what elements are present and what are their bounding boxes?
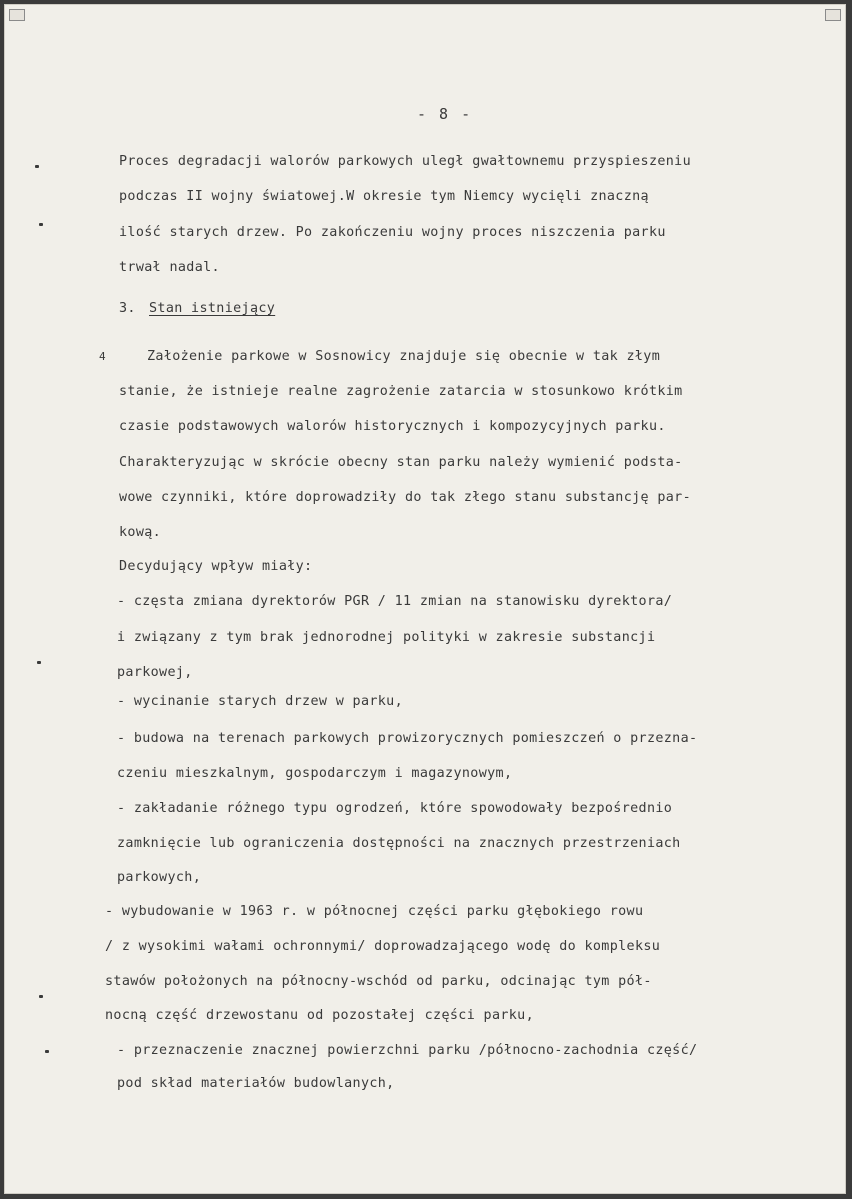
list-line-15: pod skład materiałów budowlanych, — [117, 1076, 395, 1091]
section-number: 3. — [119, 301, 136, 316]
paragraph1-line-1: Proces degradacji walorów parkowych uległ gwałtownemu przyspieszeniu — [119, 154, 692, 169]
list-line-6: czeniu mieszkalnym, gospodarczym i magazynowym, — [117, 766, 513, 781]
margin-note: 4 — [99, 350, 106, 363]
paragraph2-line-2: stanie, że istnieje realne zagrożenie zatarcia w stosunkowo krótkim — [119, 384, 683, 399]
list-line-8: zamknięcie lub ograniczenia dostępności na znacznych przestrzeniach — [117, 836, 681, 851]
page-number: - 8 - — [417, 105, 473, 123]
list-line-9: parkowych, — [117, 870, 202, 885]
section-title: Stan istniejący — [149, 301, 276, 316]
corner-stamp-left — [9, 9, 25, 21]
list-line-7: - zakładanie różnego typu ogrodzeń, które spowodowały bezpośrednio — [117, 801, 673, 816]
paragraph2-line-6: kową. — [119, 525, 162, 540]
paragraph2-line-1: Założenie parkowe w Sosnowicy znajduje się obecnie w tak złym — [147, 349, 661, 364]
corner-stamp-right — [825, 9, 841, 21]
list-intro: Decydujący wpływ miały: — [119, 559, 313, 574]
margin-speck — [45, 1050, 49, 1053]
list-line-14: - przeznaczenie znacznej powierzchni parku /północno-zachodnia część/ — [117, 1043, 698, 1058]
paragraph1-line-2: podczas II wojny światowej.W okresie tym Niemcy wycięli znaczną — [119, 189, 649, 204]
list-line-12: stawów położonych na północny-wschód od parku, odcinając tym pół- — [105, 974, 652, 989]
paragraph2-line-5: wowe czynniki, które doprowadziły do tak złego stanu substancję par- — [119, 490, 692, 505]
list-line-5: - budowa na terenach parkowych prowizorycznych pomieszczeń o przezna- — [117, 731, 698, 746]
list-line-2: i związany z tym brak jednorodnej polityki w zakresie substancji — [117, 630, 656, 645]
margin-speck — [37, 661, 41, 664]
list-line-1: - częsta zmiana dyrektorów PGR / 11 zmian na stanowisku dyrektora/ — [117, 594, 673, 609]
list-line-4: - wycinanie starych drzew w parku, — [117, 694, 404, 709]
paragraph1-line-3: ilość starych drzew. Po zakończeniu wojny proces niszczenia parku — [119, 225, 666, 240]
list-line-10: - wybudowanie w 1963 r. w północnej części parku głębokiego rowu — [105, 904, 644, 919]
document-page — [4, 4, 846, 1194]
margin-speck — [35, 165, 39, 168]
list-line-11: / z wysokimi wałami ochronnymi/ doprowadzającego wodę do kompleksu — [105, 939, 661, 954]
list-line-13: nocną część drzewostanu od pozostałej części parku, — [105, 1008, 535, 1023]
paragraph2-line-3: czasie podstawowych walorów historycznych i kompozycyjnych parku. — [119, 419, 666, 434]
margin-speck — [39, 995, 43, 998]
paragraph1-line-4: trwał nadal. — [119, 260, 220, 275]
margin-speck — [39, 223, 43, 226]
list-line-3: parkowej, — [117, 665, 193, 680]
paragraph2-line-4: Charakteryzując w skrócie obecny stan parku należy wymienić podsta- — [119, 455, 683, 470]
